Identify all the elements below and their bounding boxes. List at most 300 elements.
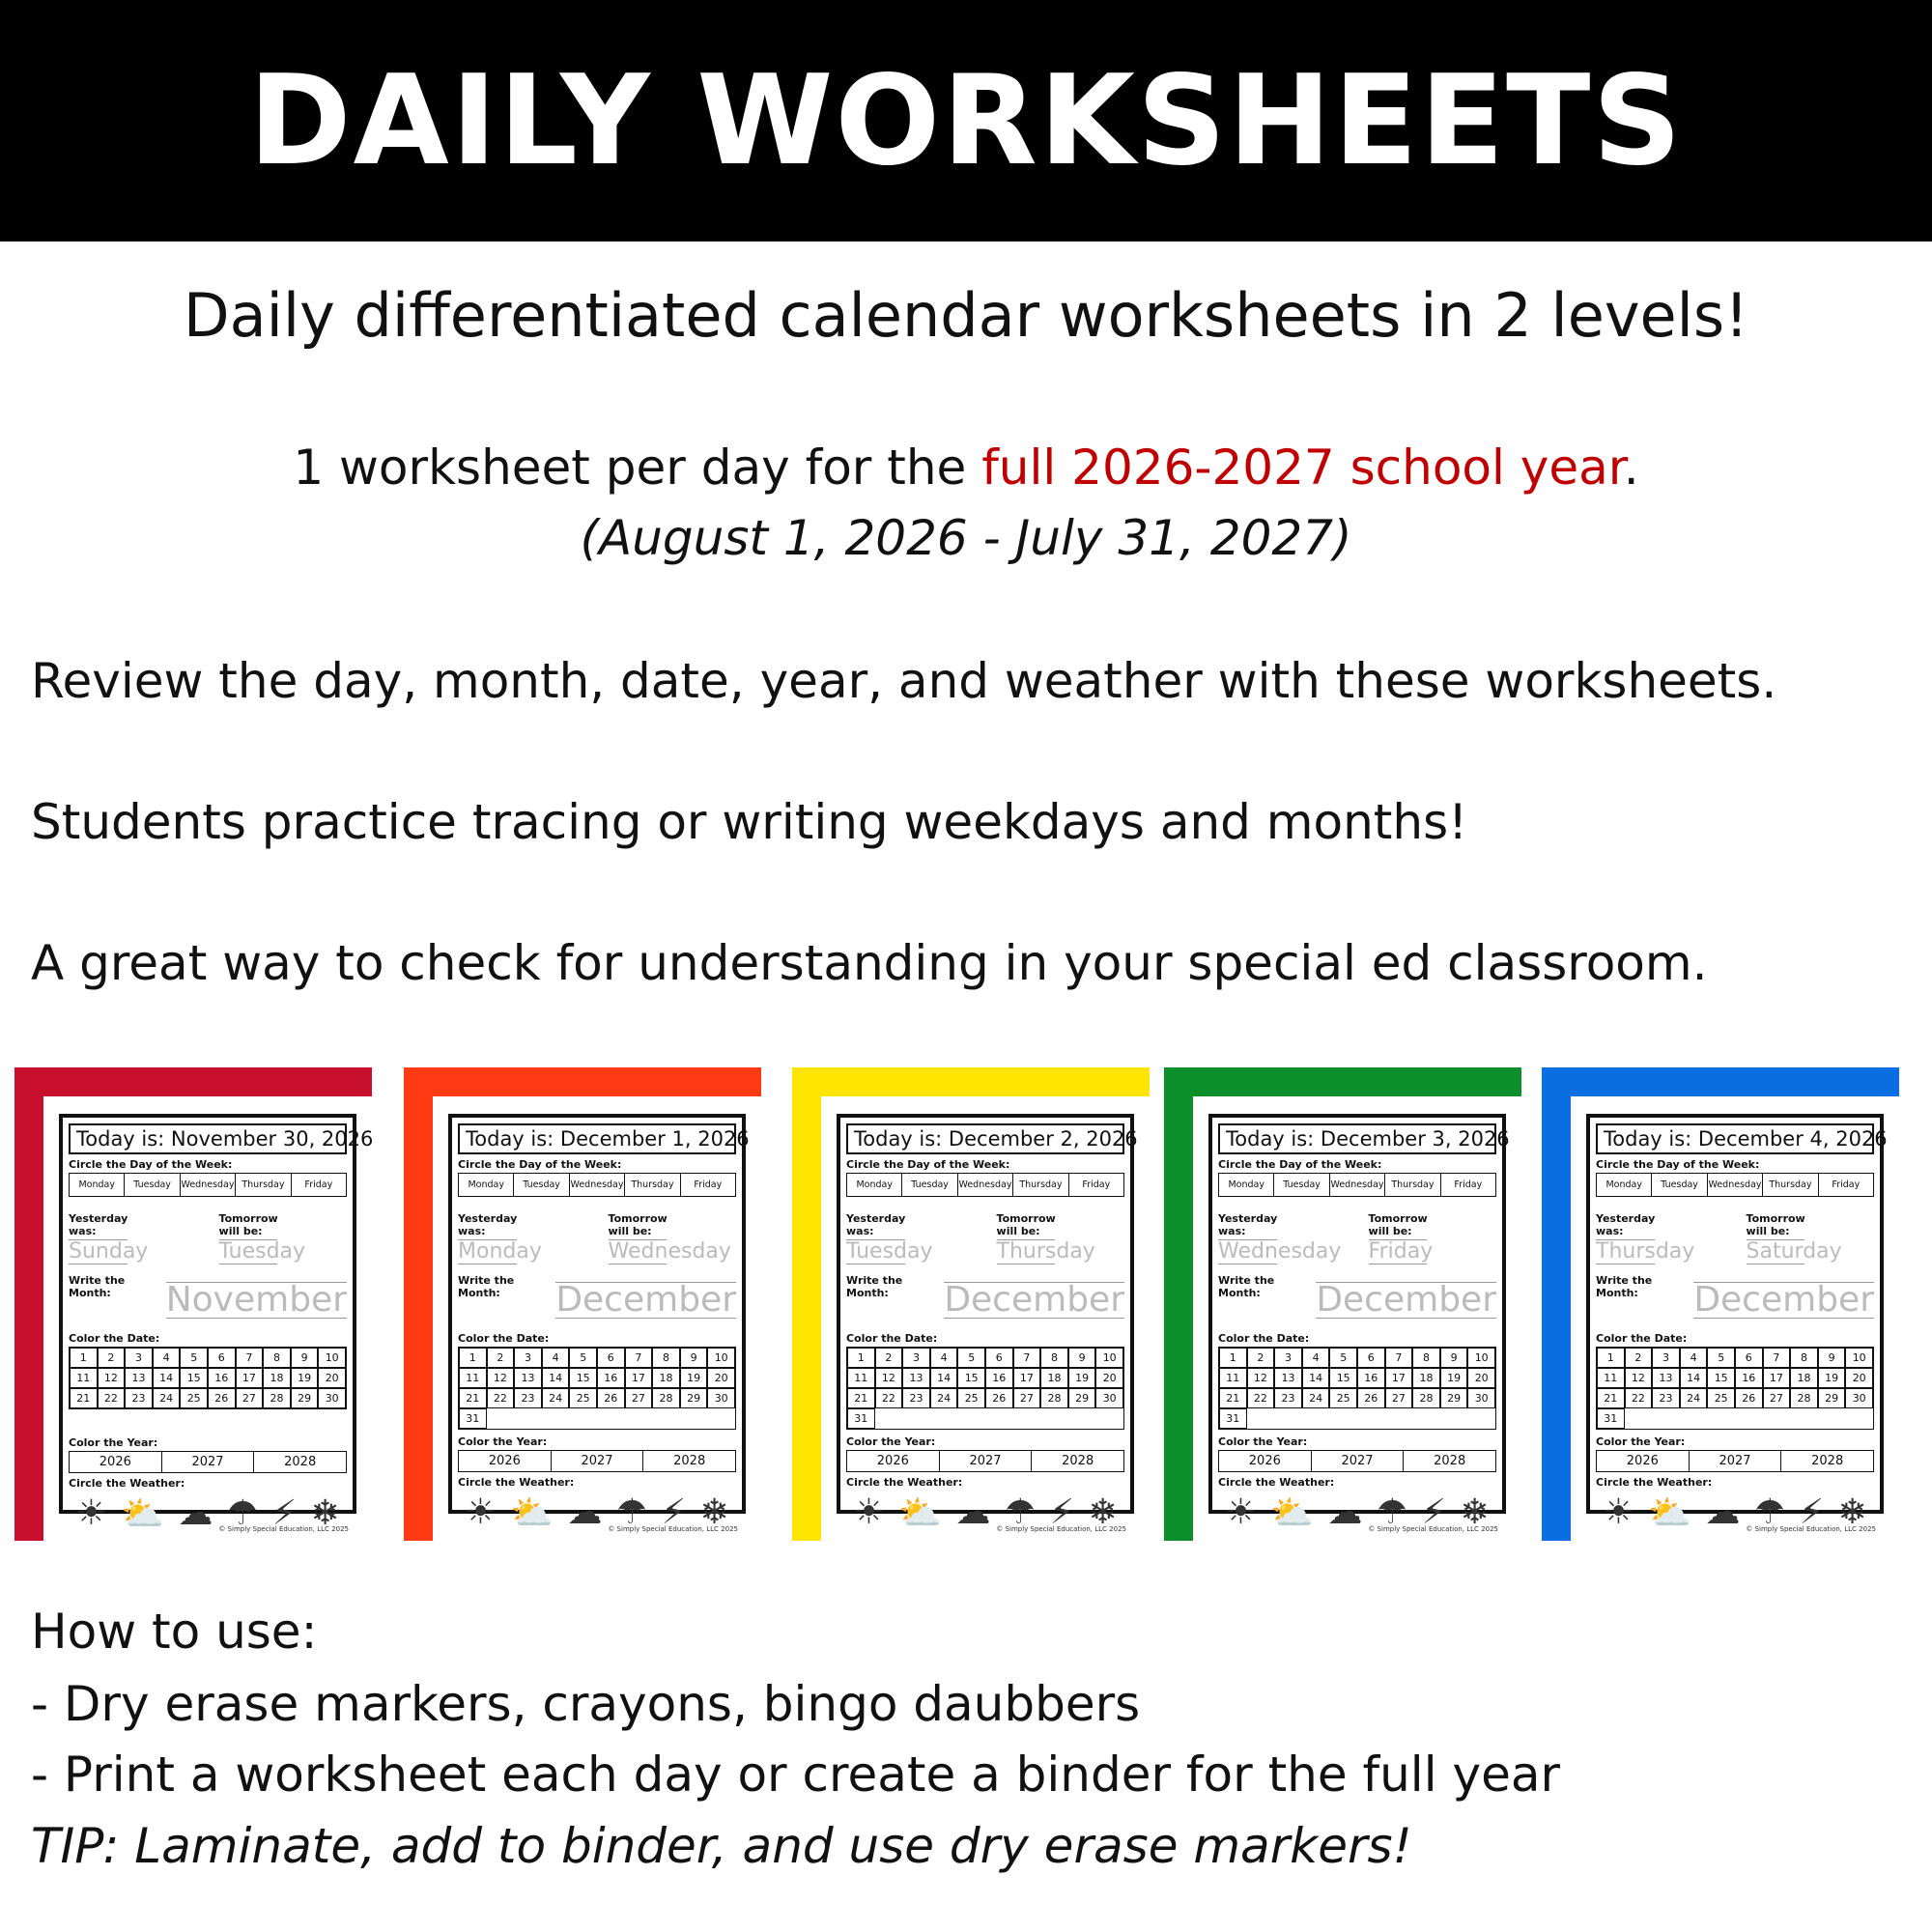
partly-cloudy-icon: ⛅ [1648, 1493, 1691, 1533]
cloud-icon: ☁ [955, 1492, 991, 1532]
circle-day-label: Circle the Day of the Week: [1596, 1158, 1760, 1171]
yesterday-trace: Thursday [1596, 1239, 1695, 1264]
date-cell: 3 [514, 1348, 542, 1368]
sun-icon: ☀ [1603, 1492, 1634, 1532]
yesterday-tomorrow [846, 1208, 1124, 1264]
date-cell: 3 [1652, 1348, 1680, 1368]
date-cell: 8 [652, 1348, 680, 1368]
date-cell: 12 [1247, 1368, 1275, 1388]
year-cell: 2026 [847, 1451, 940, 1471]
date-cell: 30 [318, 1388, 346, 1408]
sun-icon: ☀ [1225, 1492, 1257, 1532]
date-cell: 15 [1329, 1368, 1357, 1388]
copyright-note: © Simply Special Education, LLC 2025 [996, 1525, 1126, 1533]
year-row [458, 1450, 736, 1472]
weekday-cell: Tuesday [1652, 1174, 1707, 1196]
date-cell: 27 [1385, 1388, 1413, 1408]
color-date-label: Color the Date: [458, 1332, 550, 1345]
date-cell: 2 [487, 1348, 515, 1368]
date-cell: 20 [707, 1368, 735, 1388]
write-month-label: Write the Month: [846, 1274, 903, 1299]
year-cell: 2028 [284, 1455, 317, 1469]
date-cell: 25 [1707, 1388, 1735, 1408]
date-cell: 2 [1247, 1348, 1275, 1368]
rain-icon: ☂ [615, 1492, 648, 1532]
date-cell: 17 [625, 1368, 653, 1388]
weekday-cell: Wednesday [570, 1174, 625, 1196]
weekday-row [846, 1173, 1124, 1197]
date-cell: 8 [263, 1348, 291, 1368]
partly-cloudy-icon: ⛅ [121, 1494, 164, 1534]
date-cell: 2 [1625, 1348, 1653, 1368]
weekday-cell: Monday [459, 1174, 514, 1196]
date-cell: 10 [1095, 1348, 1123, 1368]
rain-icon: ☂ [1753, 1492, 1786, 1532]
date-cell: 19 [680, 1368, 708, 1388]
date-cell: 1 [847, 1348, 875, 1368]
date-cell: 2 [875, 1348, 903, 1368]
partly-cloudy-icon: ⛅ [1270, 1493, 1314, 1533]
yesterday-trace: Monday [458, 1239, 542, 1264]
paragraph-review: Review the day, month, date, year, and weather with these worksheets. [31, 653, 1777, 709]
copyright-note: © Simply Special Education, LLC 2025 [1368, 1525, 1498, 1533]
write-month-label: Write the Month: [69, 1274, 126, 1299]
tomorrow-trace: Saturday [1746, 1239, 1842, 1264]
weekday-cell: Tuesday [902, 1174, 957, 1196]
date-cell: 4 [930, 1348, 958, 1368]
year-cell: 2026 [459, 1451, 552, 1471]
date-cell: 16 [1357, 1368, 1385, 1388]
date-cell: 4 [1680, 1348, 1708, 1368]
write-month-label: Write the Month: [1218, 1274, 1275, 1299]
date-grid [1596, 1347, 1874, 1430]
sun-icon: ☀ [75, 1493, 107, 1533]
date-cell: 26 [1735, 1388, 1763, 1408]
date-cell: 4 [153, 1348, 181, 1368]
date-cell: 29 [1440, 1388, 1468, 1408]
circle-day-label: Circle the Day of the Week: [69, 1158, 233, 1171]
yesterday-label: Yesterday was: [1218, 1212, 1278, 1237]
date-cell: 19 [1440, 1368, 1468, 1388]
copyright-note: © Simply Special Education, LLC 2025 [608, 1525, 738, 1533]
date-cell: 9 [291, 1348, 319, 1368]
date-cell: 12 [487, 1368, 515, 1388]
date-cell: 27 [1013, 1388, 1041, 1408]
weekday-row [1218, 1173, 1496, 1197]
date-cell: 30 [1845, 1388, 1873, 1408]
circle-weather-label: Circle the Weather: [458, 1476, 575, 1489]
weekday-row [69, 1173, 347, 1197]
date-cell: 23 [1274, 1388, 1302, 1408]
date-cell: 27 [236, 1388, 264, 1408]
partly-cloudy-icon: ⛅ [898, 1493, 942, 1533]
date-cell: 7 [1013, 1348, 1041, 1368]
date-cell: 29 [1818, 1388, 1846, 1408]
tomorrow-trace: Wednesday [608, 1239, 731, 1264]
weekday-row [458, 1173, 736, 1197]
storm-icon: ⚡ [661, 1492, 686, 1532]
weekday-cell: Monday [1219, 1174, 1274, 1196]
worksheet-title: Today is: December 1, 2026 [458, 1123, 736, 1154]
date-cell: 19 [291, 1368, 319, 1388]
how-to-heading: How to use: [31, 1604, 318, 1660]
circle-day-label: Circle the Day of the Week: [846, 1158, 1010, 1171]
date-cell: 14 [153, 1368, 181, 1388]
date-cell: 24 [542, 1388, 570, 1408]
cloud-icon: ☁ [567, 1492, 603, 1532]
title-banner [0, 0, 1932, 242]
date-cell: 16 [1735, 1368, 1763, 1388]
date-grid [846, 1347, 1124, 1430]
storm-icon: ⚡ [1799, 1492, 1824, 1532]
date-cell: 11 [459, 1368, 487, 1388]
date-cell: 23 [902, 1388, 930, 1408]
year-cell: 2026 [1597, 1451, 1690, 1471]
tomorrow-label: Tomorrow will be: [996, 1212, 1056, 1237]
date-cell: 3 [125, 1348, 153, 1368]
subtitle: Daily differentiated calendar worksheets in 2 levels! [183, 280, 1749, 351]
date-cell: 22 [1247, 1388, 1275, 1408]
yesterday-label: Yesterday was: [458, 1212, 518, 1237]
date-cell: 31 [459, 1408, 487, 1429]
date-cell: 21 [1219, 1388, 1247, 1408]
date-cell: 23 [125, 1388, 153, 1408]
rain-icon: ☂ [1004, 1492, 1037, 1532]
sun-icon: ☀ [853, 1492, 885, 1532]
date-cell: 29 [680, 1388, 708, 1408]
date-cell: 12 [98, 1368, 126, 1388]
yesterday-tomorrow [1596, 1208, 1874, 1264]
date-cell: 13 [1274, 1368, 1302, 1388]
weekday-cell: Tuesday [125, 1174, 180, 1196]
date-cell: 17 [1763, 1368, 1791, 1388]
year-cell: 2028 [673, 1454, 706, 1468]
date-cell: 29 [291, 1388, 319, 1408]
worksheet-paper [433, 1096, 761, 1541]
weekday-cell: Friday [304, 1179, 333, 1190]
date-cell: 16 [985, 1368, 1013, 1388]
cloud-icon: ☁ [178, 1493, 213, 1533]
snow-icon: ❄ [1088, 1492, 1118, 1532]
date-cell: 26 [1357, 1388, 1385, 1408]
date-cell: 14 [1680, 1368, 1708, 1388]
date-cell: 20 [1845, 1368, 1873, 1388]
month-trace: November [165, 1280, 347, 1320]
snow-icon: ❄ [1837, 1492, 1867, 1532]
month-row [1218, 1270, 1496, 1319]
date-cell: 6 [208, 1348, 236, 1368]
date-cell: 11 [1219, 1368, 1247, 1388]
weekday-cell: Tuesday [514, 1174, 569, 1196]
worksheet-paper [821, 1096, 1150, 1541]
storm-icon: ⚡ [1049, 1492, 1074, 1532]
yesterday-label: Yesterday was: [69, 1212, 128, 1237]
color-date-label: Color the Date: [1218, 1332, 1310, 1345]
date-cell: 14 [542, 1368, 570, 1388]
cloud-icon: ☁ [1705, 1492, 1741, 1532]
worksheet-preview [14, 1067, 372, 1541]
weekday-cell: Monday [847, 1174, 902, 1196]
date-cell: 11 [1597, 1368, 1625, 1388]
year-cell: 2027 [1690, 1451, 1782, 1471]
snow-icon: ❄ [699, 1492, 729, 1532]
worksheet-preview [404, 1067, 761, 1541]
date-cell: 15 [180, 1368, 208, 1388]
month-row [69, 1270, 347, 1319]
weekday-cell: Monday [1597, 1174, 1652, 1196]
date-cell: 1 [459, 1348, 487, 1368]
worksheet-paper [43, 1096, 372, 1541]
worksheet-previews [0, 1067, 1932, 1550]
date-cell: 14 [930, 1368, 958, 1388]
date-cell: 4 [1302, 1348, 1330, 1368]
date-cell: 1 [1597, 1348, 1625, 1368]
year-cell: 2027 [1312, 1451, 1405, 1471]
yesterday-trace: Tuesday [846, 1239, 933, 1264]
date-cell: 7 [236, 1348, 264, 1368]
color-year-label: Color the Year: [69, 1436, 158, 1449]
year-row [69, 1451, 347, 1473]
date-cell: 10 [707, 1348, 735, 1368]
date-cell: 25 [180, 1388, 208, 1408]
date-cell: 28 [1040, 1388, 1068, 1408]
weekday-cell: Wednesday [1708, 1174, 1763, 1196]
weekday-cell: Friday [1454, 1179, 1483, 1190]
circle-day-label: Circle the Day of the Week: [1218, 1158, 1382, 1171]
cloud-icon: ☁ [1327, 1492, 1363, 1532]
date-cell: 31 [1219, 1408, 1247, 1429]
month-row [458, 1270, 736, 1319]
date-cell: 9 [1440, 1348, 1468, 1368]
year-cell: 2027 [162, 1452, 255, 1472]
tomorrow-trace: Tuesday [218, 1239, 306, 1264]
date-cell: 23 [514, 1388, 542, 1408]
date-cell: 10 [318, 1348, 346, 1368]
date-cell: 26 [985, 1388, 1013, 1408]
weekday-cell: Monday [70, 1174, 125, 1196]
weekday-cell: Wednesday [1330, 1174, 1385, 1196]
tomorrow-label: Tomorrow will be: [218, 1212, 278, 1237]
circle-day-label: Circle the Day of the Week: [458, 1158, 622, 1171]
weekday-cell: Thursday [1013, 1174, 1068, 1196]
date-cell: 27 [625, 1388, 653, 1408]
yesterday-label: Yesterday was: [846, 1212, 906, 1237]
date-cell: 31 [847, 1408, 875, 1429]
year-cell: 2027 [552, 1451, 644, 1471]
weekday-cell: Tuesday [1274, 1174, 1329, 1196]
how-to-item-print: - Print a worksheet each day or create a binder for the full year [31, 1747, 1561, 1803]
date-cell: 31 [1597, 1408, 1625, 1429]
partly-cloudy-icon: ⛅ [510, 1493, 554, 1533]
date-cell: 5 [957, 1348, 985, 1368]
color-date-label: Color the Date: [846, 1332, 938, 1345]
per-day-suffix: . [1623, 440, 1639, 496]
date-cell: 9 [680, 1348, 708, 1368]
yesterday-tomorrow [69, 1208, 347, 1264]
month-trace: December [1316, 1280, 1496, 1320]
circle-weather-label: Circle the Weather: [846, 1476, 963, 1489]
date-cell: 26 [208, 1388, 236, 1408]
date-cell: 13 [902, 1368, 930, 1388]
date-range: (August 1, 2026 - July 31, 2027) [580, 510, 1352, 566]
date-grid [69, 1347, 347, 1409]
date-cell: 6 [985, 1348, 1013, 1368]
date-cell: 5 [1329, 1348, 1357, 1368]
date-cell: 28 [1412, 1388, 1440, 1408]
tomorrow-trace: Thursday [996, 1239, 1095, 1264]
date-cell: 18 [1040, 1368, 1068, 1388]
date-cell: 22 [1625, 1388, 1653, 1408]
weekday-cell: Friday [694, 1179, 723, 1190]
date-cell: 25 [569, 1388, 597, 1408]
month-trace: December [1693, 1280, 1874, 1320]
year-row [846, 1450, 1124, 1472]
date-cell: 18 [1412, 1368, 1440, 1388]
date-cell: 18 [1790, 1368, 1818, 1388]
weekday-cell: Thursday [236, 1174, 291, 1196]
worksheet-title: Today is: December 3, 2026 [1218, 1123, 1496, 1154]
date-cell: 3 [902, 1348, 930, 1368]
storm-icon: ⚡ [1421, 1492, 1446, 1532]
date-cell: 21 [459, 1388, 487, 1408]
snow-icon: ❄ [310, 1493, 340, 1533]
circle-weather-label: Circle the Weather: [69, 1477, 185, 1490]
yesterday-trace: Sunday [69, 1239, 149, 1264]
circle-weather-label: Circle the Weather: [1596, 1476, 1713, 1489]
date-cell: 30 [1467, 1388, 1495, 1408]
date-cell: 29 [1068, 1388, 1096, 1408]
worksheet-title: Today is: November 30, 2026 [69, 1123, 347, 1154]
date-cell: 5 [180, 1348, 208, 1368]
date-cell: 21 [70, 1388, 98, 1408]
per-day-line [0, 440, 1932, 496]
date-cell: 13 [514, 1368, 542, 1388]
date-cell: 2 [98, 1348, 126, 1368]
color-year-label: Color the Year: [458, 1435, 548, 1448]
date-cell: 18 [652, 1368, 680, 1388]
date-cell: 8 [1412, 1348, 1440, 1368]
date-cell: 26 [597, 1388, 625, 1408]
worksheet-paper [1193, 1096, 1521, 1541]
yesterday-label: Yesterday was: [1596, 1212, 1656, 1237]
date-cell: 17 [1013, 1368, 1041, 1388]
year-row [1218, 1450, 1496, 1472]
month-trace: December [944, 1280, 1124, 1320]
month-row [846, 1270, 1124, 1319]
color-year-label: Color the Year: [846, 1435, 936, 1448]
rain-icon: ☂ [1376, 1492, 1408, 1532]
date-cell: 20 [1095, 1368, 1123, 1388]
date-cell: 15 [1707, 1368, 1735, 1388]
date-cell: 7 [1385, 1348, 1413, 1368]
weekday-cell: Thursday [1385, 1174, 1440, 1196]
date-cell: 28 [1790, 1388, 1818, 1408]
tomorrow-label: Tomorrow will be: [608, 1212, 668, 1237]
month-row [1596, 1270, 1874, 1319]
date-cell: 11 [847, 1368, 875, 1388]
worksheet-preview [792, 1067, 1150, 1541]
date-cell: 7 [625, 1348, 653, 1368]
yesterday-tomorrow [458, 1208, 736, 1264]
how-to-tip: TIP: Laminate, add to binder, and use dry erase markers! [31, 1818, 1412, 1874]
year-cell: 2026 [70, 1452, 162, 1472]
date-cell: 13 [1652, 1368, 1680, 1388]
weekday-row [1596, 1173, 1874, 1197]
date-cell: 1 [70, 1348, 98, 1368]
date-cell: 10 [1845, 1348, 1873, 1368]
worksheet-title: Today is: December 4, 2026 [1596, 1123, 1874, 1154]
school-year-highlight: full 2026-2027 school year [981, 440, 1624, 496]
date-cell: 8 [1040, 1348, 1068, 1368]
date-cell: 7 [1763, 1348, 1791, 1368]
weekday-cell: Thursday [1763, 1174, 1818, 1196]
date-cell: 21 [847, 1388, 875, 1408]
date-cell: 6 [1735, 1348, 1763, 1368]
tomorrow-label: Tomorrow will be: [1368, 1212, 1428, 1237]
date-cell: 19 [1818, 1368, 1846, 1388]
date-cell: 24 [1302, 1388, 1330, 1408]
weekday-cell: Thursday [625, 1174, 680, 1196]
year-cell: 2028 [1811, 1454, 1844, 1468]
circle-weather-label: Circle the Weather: [1218, 1476, 1335, 1489]
date-cell: 18 [263, 1368, 291, 1388]
storm-icon: ⚡ [271, 1493, 297, 1533]
date-cell: 10 [1467, 1348, 1495, 1368]
weekday-cell: Friday [1832, 1179, 1861, 1190]
date-cell: 5 [1707, 1348, 1735, 1368]
color-date-label: Color the Date: [69, 1332, 160, 1345]
date-cell: 12 [1625, 1368, 1653, 1388]
date-cell: 12 [875, 1368, 903, 1388]
date-cell: 13 [125, 1368, 153, 1388]
rain-icon: ☂ [226, 1493, 259, 1533]
worksheet-preview [1164, 1067, 1521, 1541]
date-cell: 21 [1597, 1388, 1625, 1408]
worksheet-title: Today is: December 2, 2026 [846, 1123, 1124, 1154]
date-cell: 28 [263, 1388, 291, 1408]
year-cell: 2028 [1062, 1454, 1094, 1468]
tomorrow-trace: Friday [1368, 1239, 1434, 1264]
date-cell: 4 [542, 1348, 570, 1368]
date-cell: 16 [597, 1368, 625, 1388]
date-cell: 20 [318, 1368, 346, 1388]
weekday-cell: Friday [1082, 1179, 1111, 1190]
year-cell: 2027 [940, 1451, 1033, 1471]
write-month-label: Write the Month: [1596, 1274, 1653, 1299]
date-cell: 9 [1818, 1348, 1846, 1368]
date-cell: 22 [98, 1388, 126, 1408]
weekday-cell: Wednesday [181, 1174, 236, 1196]
date-cell: 3 [1274, 1348, 1302, 1368]
year-row [1596, 1450, 1874, 1472]
year-cell: 2028 [1434, 1454, 1466, 1468]
copyright-note: © Simply Special Education, LLC 2025 [1746, 1525, 1876, 1533]
date-cell: 8 [1790, 1348, 1818, 1368]
year-cell: 2026 [1219, 1451, 1312, 1471]
color-year-label: Color the Year: [1218, 1435, 1308, 1448]
date-cell: 30 [707, 1388, 735, 1408]
date-grid [1218, 1347, 1496, 1430]
date-cell: 15 [569, 1368, 597, 1388]
date-cell: 1 [1219, 1348, 1247, 1368]
snow-icon: ❄ [1460, 1492, 1490, 1532]
date-cell: 14 [1302, 1368, 1330, 1388]
date-cell: 24 [153, 1388, 181, 1408]
date-cell: 5 [569, 1348, 597, 1368]
date-cell: 6 [597, 1348, 625, 1368]
page-title: DAILY WORKSHEETS [248, 48, 1684, 193]
sun-icon: ☀ [465, 1492, 497, 1532]
